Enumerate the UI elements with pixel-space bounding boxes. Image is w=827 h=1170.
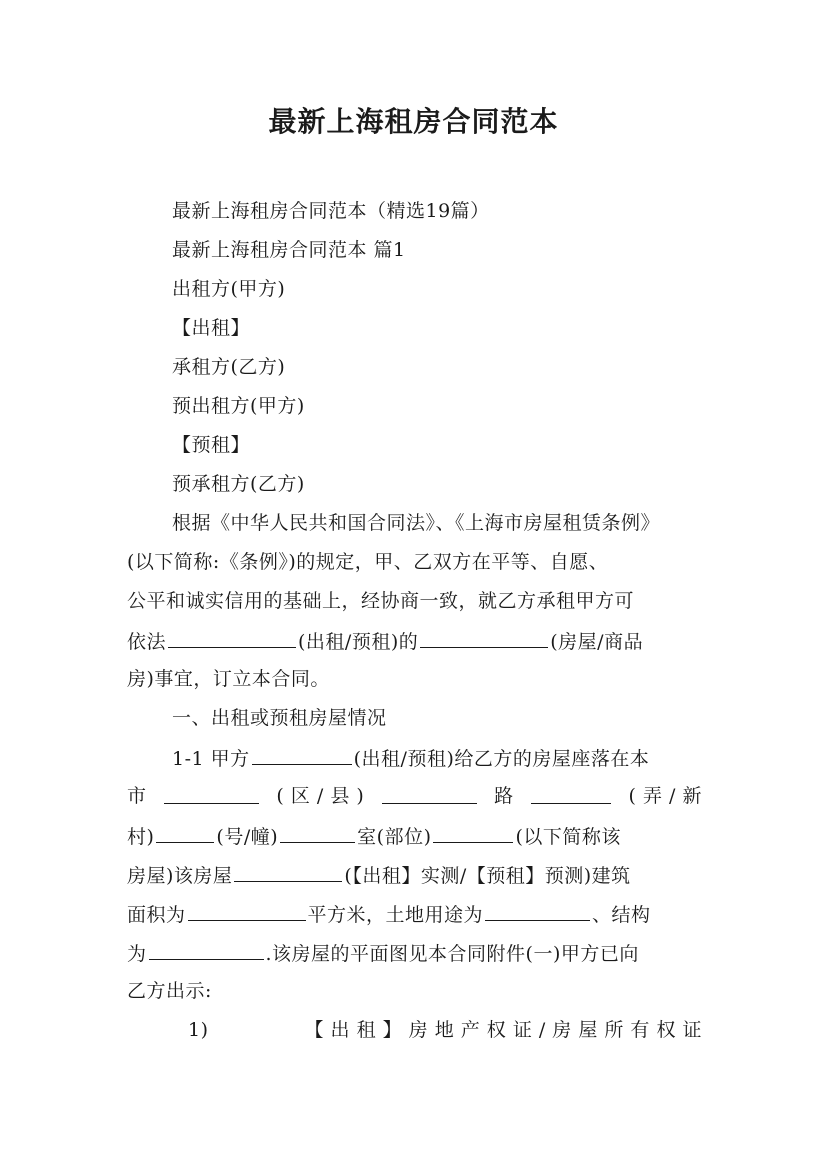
text-segment: 房屋)该房屋	[127, 865, 233, 887]
chapter-heading: 最新上海租房合同范本 篇1	[172, 239, 406, 261]
fill-blank	[252, 744, 352, 765]
text-segment: (【出租】实测/【预租】预测)建筑	[344, 865, 631, 887]
paragraph-line: 公平和诚实信用的基础上，经协商一致，就乙方承租甲方可	[127, 590, 635, 612]
text-segment: (出租/预租)的	[298, 631, 419, 653]
text-segment: 依法	[127, 631, 167, 653]
fill-blank	[164, 783, 259, 804]
text-segment: 路	[494, 785, 514, 807]
fill-blank	[420, 627, 548, 648]
paragraph-line	[127, 939, 702, 967]
fill-blank	[149, 939, 264, 960]
document-title: 最新上海租房合同范本	[268, 105, 559, 138]
paragraph-line: (以下简称:《条例》)的规定，甲、乙双方在平等、自愿、	[127, 551, 609, 573]
paragraph-line: 房)事宜，订立本合同。	[127, 668, 330, 690]
fill-blank	[156, 822, 214, 843]
paragraph-line	[127, 900, 702, 928]
section-heading: 一、出租或预租房屋情况	[172, 707, 387, 729]
text-segment: (房屋/商品	[550, 631, 644, 653]
text-segment: ( 区 / 县 )	[276, 785, 365, 807]
fill-blank	[382, 783, 477, 804]
subtitle-line: 最新上海租房合同范本（精选19篇）	[172, 200, 490, 222]
paragraph-line	[127, 627, 702, 655]
fill-blank	[485, 900, 590, 921]
paragraph-line	[127, 861, 702, 889]
label-lease: 【出租】	[172, 317, 251, 339]
text-segment: (以下简称该	[515, 826, 621, 848]
label-pre-lease: 【预租】	[172, 434, 251, 456]
text-segment: ( 弄 / 新	[628, 785, 702, 807]
paragraph-line	[172, 744, 649, 772]
paragraph-line	[127, 783, 702, 809]
paragraph-line: 乙方出示:	[127, 980, 212, 1002]
text-segment: 1-1 甲方	[172, 748, 250, 770]
fill-blank	[433, 822, 513, 843]
text-segment: .该房屋的平面图见本合同附件(一)甲方已向	[265, 943, 639, 965]
fill-blank	[188, 900, 306, 921]
party-lessee: 承租方(乙方)	[172, 356, 286, 378]
fill-blank	[531, 783, 611, 804]
text-segment: 面积为	[127, 904, 186, 926]
paragraph-line: 根据《中华人民共和国合同法》、《上海市房屋租赁条例》	[172, 512, 661, 534]
list-item	[188, 1017, 702, 1043]
paragraph-line	[127, 822, 702, 850]
text-segment: 村)	[127, 826, 155, 848]
fill-blank	[280, 822, 355, 843]
party-lessor: 出租方(甲方)	[172, 278, 286, 300]
list-marker: 1)	[188, 1019, 209, 1041]
text-segment: 为	[127, 943, 147, 965]
text-segment: 市	[127, 785, 147, 807]
text-segment: (号/幢)	[216, 826, 279, 848]
text-segment: 平方米，土地用途为	[307, 904, 484, 926]
fill-blank	[234, 861, 342, 882]
party-pre-lessee: 预承租方(乙方)	[172, 473, 305, 495]
text-segment: (出租/预租)给乙方的房屋座落在本	[353, 748, 650, 770]
fill-blank	[168, 627, 296, 648]
text-segment: 室(部位)	[357, 826, 432, 848]
text-segment: 【 出 租 】 房 地 产 权 证 / 房 屋 所 有 权 证	[304, 1019, 702, 1041]
party-pre-lessor: 预出租方(甲方)	[172, 395, 305, 417]
text-segment: 、结构	[592, 904, 651, 926]
